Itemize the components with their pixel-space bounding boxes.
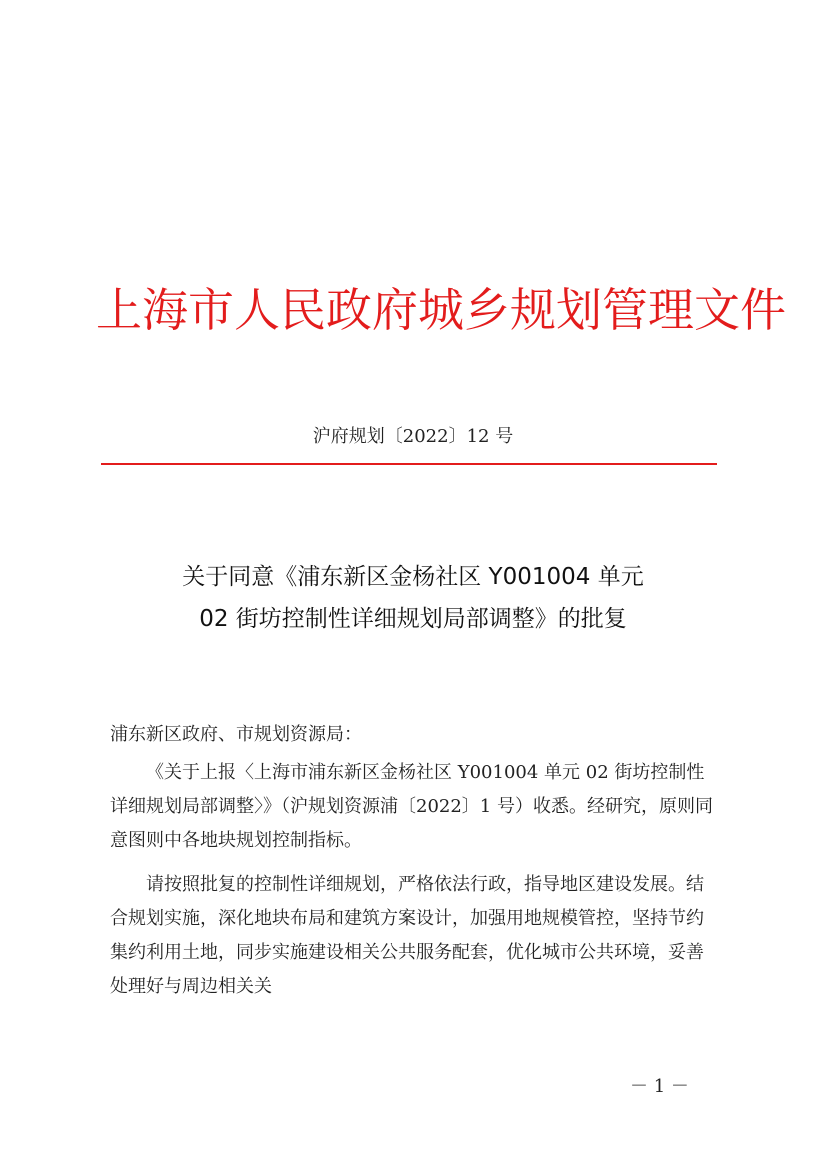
document-body bbox=[110, 718, 720, 1004]
paragraph-spacer bbox=[110, 858, 720, 868]
page-number: － 1 － bbox=[630, 1076, 689, 1097]
subject-line-2: 02 街坊控制性详细规划局部调整》的批复 bbox=[199, 606, 627, 632]
document-subject bbox=[100, 556, 726, 640]
body-paragraph-1: 《关于上报〈上海市浦东新区金杨社区 Y001004 单元 02 街坊控制性详细规划局部调整〉》（沪规划资源浦〔2022〕1 号）收悉。经研究，原则同意图则中各地块规划控制指标。 bbox=[110, 762, 713, 851]
document-number: 沪府规划〔2022〕12 号 bbox=[312, 426, 514, 447]
issuer-header: 上海市人民政府城乡规划管理文件 bbox=[96, 283, 786, 337]
subject-line-1: 关于同意《浦东新区金杨社区 Y001004 单元 bbox=[182, 564, 644, 590]
body-paragraph-2: 请按照批复的控制性详细规划，严格依法行政，指导地区建设发展。结合规划实施，深化地块布局和建筑方案设计，加强用地规模管控，坚持节约集约利用土地，同步实施建设相关公共服务配套，优化城市公共环境，妥善处理好与周边相关关 bbox=[110, 874, 704, 997]
header-divider bbox=[101, 463, 717, 465]
salutation: 浦东新区政府、市规划资源局： bbox=[110, 724, 362, 745]
